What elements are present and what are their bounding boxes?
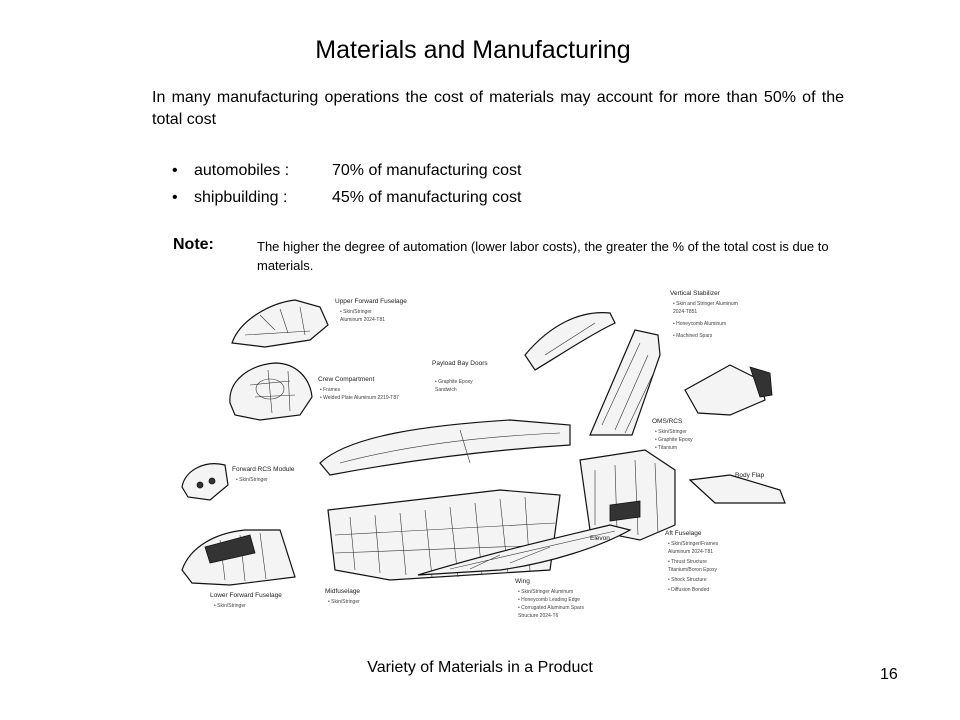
label-detail: • Corrugated Aluminum Spars <box>518 605 584 611</box>
body-flap-part <box>690 475 785 503</box>
label-body-flap: Body Flap <box>735 472 765 479</box>
lower-forward-fuselage-part <box>182 530 295 585</box>
figure-caption: Variety of Materials in a Product <box>367 659 593 676</box>
label-vertical-stabilizer: Vertical Stabilizer <box>670 290 720 297</box>
midfuselage-part <box>328 490 560 580</box>
label-detail: Aluminum 2024-T81 <box>340 317 386 323</box>
label-detail: Aluminum 2024-T81 <box>668 549 714 555</box>
label-detail: • Skin/Stringer <box>328 599 360 605</box>
label-payload-bay-doors: Payload Bay Doors <box>432 360 488 367</box>
label-detail: • Diffusion Bonded <box>668 587 710 593</box>
note-text: The higher the degree of automation (lower labor costs), the greater the % of the total cost is due to materials. <box>257 239 829 273</box>
body-part <box>685 365 772 415</box>
vertical-stabilizer-part <box>590 330 660 435</box>
bullet-icon: • <box>172 162 178 179</box>
label-lower-forward-fuselage: Lower Forward Fuselage <box>210 592 282 599</box>
label-elevon: Elevon <box>590 535 610 542</box>
label-detail: Structure 2024-T6 <box>518 613 559 619</box>
label-detail: • Honeycomb Aluminum <box>673 321 727 327</box>
page-number: 16 <box>880 666 898 683</box>
label-detail: • Honeycomb Leading Edge <box>518 597 581 603</box>
aft-fuselage-part <box>580 450 675 540</box>
label-detail: • Skin/Stringer <box>236 477 268 483</box>
bullet-term: shipbuilding : <box>194 189 288 206</box>
label-detail: • Thrust Structure <box>668 559 707 565</box>
label-upper-forward-fuselage: Upper Forward Fuselage <box>335 298 407 305</box>
bullet-value: 45% of manufacturing cost <box>332 189 522 206</box>
note-label: Note: <box>173 236 214 253</box>
label-detail: • Frames <box>320 387 341 393</box>
bullet-list <box>172 162 521 216</box>
label-detail: • Skin/Stringer <box>340 309 372 315</box>
label-detail: • Graphite Epoxy <box>435 379 473 385</box>
label-wing: Wing <box>515 578 530 585</box>
label-detail: Sandwich <box>435 387 457 393</box>
upper-forward-fuselage-part <box>232 300 328 347</box>
label-forward-rcs-module: Forward RCS Module <box>232 466 295 473</box>
label-detail: • Shock Structure <box>668 577 707 583</box>
bullet-icon: • <box>172 189 178 206</box>
space-shuttle-exploded-diagram <box>170 285 810 630</box>
forward-rcs-module-part <box>182 464 228 500</box>
bullet-term: automobiles : <box>194 162 290 179</box>
rudder-part <box>525 313 615 370</box>
label-oms-rcs: OMS/RCS <box>652 418 683 425</box>
list-item <box>172 162 521 189</box>
label-detail: • Skin/Stringer <box>655 429 687 435</box>
label-detail: • Machined Spars <box>673 333 713 339</box>
label-midfuselage: Midfuselage <box>325 588 361 595</box>
label-detail: 2024-T851 <box>673 309 698 315</box>
label-detail: • Graphite Epoxy <box>655 437 693 443</box>
intro-paragraph: In many manufacturing operations the cost of materials may account for more than 50% of the total cost <box>152 89 844 128</box>
label-aft-fuselage: Aft Fuselage <box>665 530 702 537</box>
label-detail: • Skin/Stringer/Frames <box>668 541 719 547</box>
label-detail: • Titanium <box>655 445 678 451</box>
crew-compartment-part <box>230 363 312 420</box>
payload-bay-doors-part <box>320 420 570 475</box>
label-detail: Titanium/Boron Epoxy <box>668 567 718 573</box>
list-item <box>172 189 521 216</box>
label-detail: • Skin/Stringer <box>214 603 246 609</box>
bullet-value: 70% of manufacturing cost <box>332 162 522 179</box>
label-detail: • Skin and Stringer Aluminum <box>673 301 738 307</box>
label-detail: • Skin/Stringer Aluminum <box>518 589 574 595</box>
slide-title: Materials and Manufacturing <box>315 36 631 64</box>
label-detail: • Welded Plate Aluminum 2219-T87 <box>320 395 399 401</box>
label-crew-compartment: Crew Compartment <box>318 376 375 383</box>
